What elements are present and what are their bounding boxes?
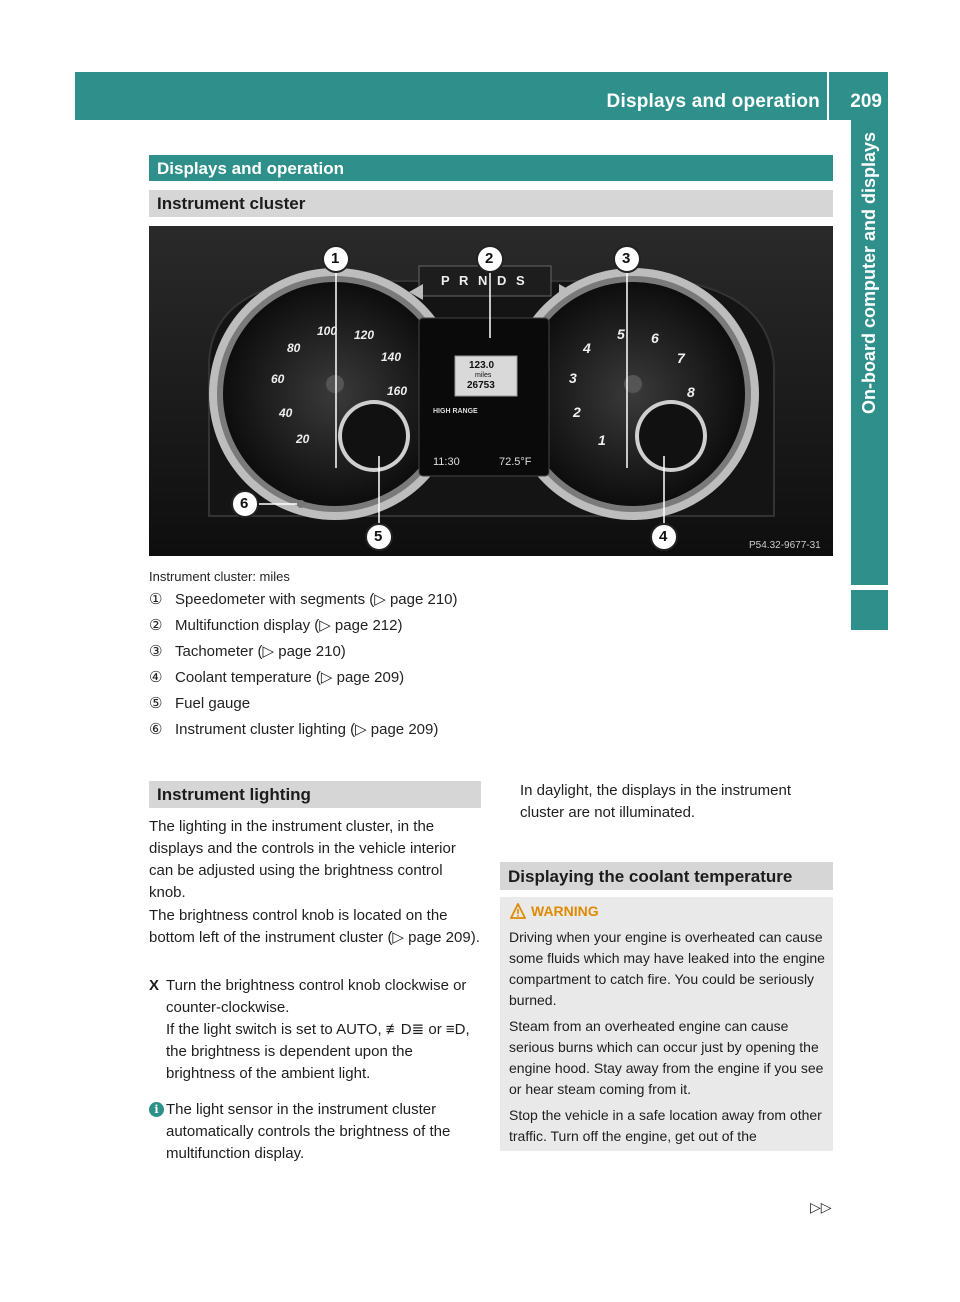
legend-number: ⑤ bbox=[149, 695, 163, 712]
info-icon: i bbox=[149, 1102, 164, 1117]
warning-paragraph-2: Steam from an overheated engine can cause serious burns which can occur just by opening the engine hood. Stay away from the engine if you see or hear steam coming from it. bbox=[509, 1018, 824, 1097]
page-number: 209 bbox=[850, 91, 882, 112]
lighting-step: Turn the brightness control knob clockwise or counter-clockwise. bbox=[166, 977, 467, 1016]
daylight-note: In daylight, the displays in the instrument cluster are not illuminated. bbox=[520, 782, 791, 821]
tacho-tick: 3 bbox=[569, 370, 577, 386]
warning-paragraph-3: Stop the vehicle in a safe location away from other traffic. Turn off the engine, get out of the bbox=[509, 1107, 822, 1144]
figure-caption: Instrument cluster: miles bbox=[149, 569, 290, 584]
warning-icon bbox=[510, 903, 526, 919]
side-tab bbox=[851, 120, 888, 585]
continue-arrows: ▷▷ bbox=[810, 1199, 832, 1215]
page-header-band bbox=[75, 72, 888, 120]
header-divider bbox=[827, 72, 829, 120]
odometer-readout: 26753 bbox=[467, 380, 495, 391]
instrument-cluster-image bbox=[149, 226, 833, 556]
legend-item bbox=[149, 642, 346, 660]
tacho-tick: 1 bbox=[598, 432, 606, 448]
temperature-readout: 72.5°F bbox=[499, 456, 532, 468]
callout-1: 1 bbox=[331, 250, 340, 267]
warning-paragraph-1: Driving when your engine is overheated can cause some fluids which may have leaked into the engine compartment to catch fire. You could be seriously burned. bbox=[509, 929, 825, 1008]
figure-ref-code: P54.32-9677-31 bbox=[749, 540, 821, 551]
legend-item bbox=[149, 616, 403, 634]
lighting-paragraph-1: The lighting in the instrument cluster, in the displays and the controls in the vehicle interior can be adjusted using the brightness control knob. bbox=[149, 818, 456, 901]
legend-number: ⑥ bbox=[149, 721, 163, 738]
legend-item bbox=[149, 590, 458, 608]
legend-item bbox=[149, 668, 404, 686]
range-label: HIGH RANGE bbox=[433, 408, 478, 415]
callout-3: 3 bbox=[622, 250, 631, 267]
legend-text: Speedometer with segments (▷ page 210) bbox=[175, 591, 458, 608]
warning-label: WARNING bbox=[531, 903, 599, 919]
legend-text: Tachometer (▷ page 210) bbox=[175, 643, 346, 660]
subsection-heading: Instrument cluster bbox=[149, 190, 833, 217]
trip-readout: 123.0 bbox=[469, 360, 495, 371]
legend-number: ① bbox=[149, 591, 163, 608]
speedo-tick: 60 bbox=[271, 372, 285, 386]
speedo-tick: 120 bbox=[354, 328, 375, 342]
gear-indicator: P R N D S bbox=[441, 273, 528, 288]
legend-text: Multifunction display (▷ page 212) bbox=[175, 617, 403, 634]
callout-5: 5 bbox=[374, 528, 383, 545]
coolant-heading: Displaying the coolant temperature bbox=[500, 862, 833, 890]
tacho-tick: 8 bbox=[687, 384, 695, 400]
header-title: Displays and operation bbox=[606, 91, 820, 112]
section-heading: Displays and operation bbox=[149, 155, 833, 181]
tacho-tick: 7 bbox=[677, 350, 685, 366]
callout-6: 6 bbox=[240, 495, 249, 512]
legend-item bbox=[149, 694, 250, 712]
speedo-tick: 80 bbox=[287, 341, 301, 355]
side-tab-label: On-board computer and displays bbox=[859, 132, 879, 415]
lighting-paragraph-2: The brightness control knob is located on the bottom left of the instrument cluster (▷ page 209). bbox=[149, 907, 480, 946]
legend-item bbox=[149, 720, 438, 738]
speedo-tick: 140 bbox=[381, 350, 402, 364]
legend-text: Fuel gauge bbox=[175, 695, 251, 712]
speedo-tick: 160 bbox=[387, 384, 408, 398]
tacho-tick: 4 bbox=[583, 340, 591, 356]
speedo-tick: 40 bbox=[279, 406, 293, 420]
lighting-info: The light sensor in the instrument cluster automatically controls the brightness of the multifunction display. bbox=[166, 1101, 451, 1162]
legend-number: ④ bbox=[149, 669, 163, 686]
legend-text: Instrument cluster lighting (▷ page 209) bbox=[175, 721, 439, 738]
tacho-tick: 2 bbox=[573, 404, 581, 420]
callout-2: 2 bbox=[485, 250, 494, 267]
lighting-step-note: If the light switch is set to AUTO, ≢D≣ or ≡D, the brightness is dependent upon the brightness of the ambient light. bbox=[166, 1021, 470, 1082]
legend-number: ③ bbox=[149, 643, 163, 660]
tacho-tick: 5 bbox=[617, 326, 625, 342]
tacho-tick: 6 bbox=[651, 330, 659, 346]
lighting-heading: Instrument lighting bbox=[149, 781, 481, 808]
speedo-tick: 100 bbox=[317, 324, 338, 338]
clock-readout: 11:30 bbox=[433, 456, 460, 468]
side-tab-marker bbox=[851, 590, 888, 630]
legend-text: Coolant temperature (▷ page 209) bbox=[175, 669, 405, 686]
callout-4: 4 bbox=[659, 528, 668, 545]
step-marker: X bbox=[149, 977, 160, 994]
legend-number: ② bbox=[149, 617, 163, 634]
trip-unit: miles bbox=[475, 372, 492, 379]
speedo-tick: 20 bbox=[296, 432, 310, 446]
